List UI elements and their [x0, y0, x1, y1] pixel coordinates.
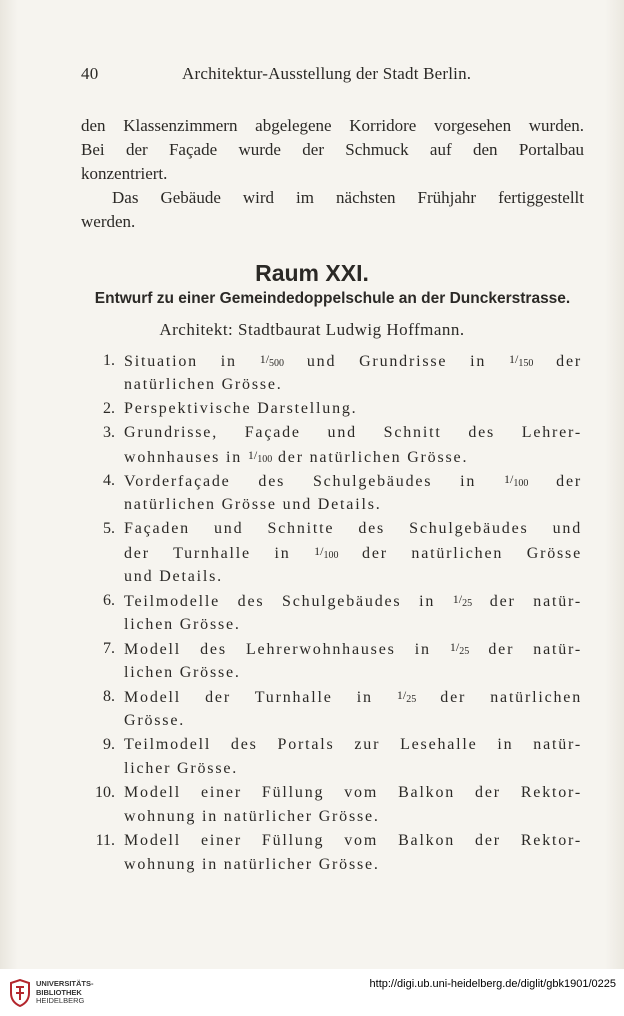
item-number: 4.	[103, 472, 115, 489]
item-line: lichen Grösse.	[124, 664, 241, 681]
item-number: 3.	[103, 424, 115, 441]
item-line: Grundrisse, Façade und Schnitt des Lehrer-	[124, 424, 582, 441]
item-line: der Turnhalle in $1/_{100}$ der natürlichen Grösse	[124, 544, 582, 562]
item-number: 11.	[95, 832, 115, 849]
item-number: 9.	[103, 736, 115, 753]
item-line: Façaden und Schnitte des Schulgebäudes und	[124, 520, 582, 537]
item-line: Teilmodell des Portals zur Lesehalle in natür-	[124, 736, 582, 753]
section-subtitle: Entwurf zu einer Gemeindedoppelschule an der Dunckerstrasse.	[94, 290, 571, 307]
running-title: Architektur-Ausstellung der Stadt Berlin.	[182, 64, 472, 83]
item-number: 5.	[103, 520, 115, 537]
section-title: Raum XXI.	[255, 260, 369, 286]
intro-line-4: Das Gebäude wird im nächsten Frühjahr fertiggestellt	[112, 188, 584, 207]
item-line: Vorderfaçade des Schulgebäudes in $1/_{100}$ der	[124, 472, 582, 490]
intro-line-3: konzentriert.	[81, 164, 168, 183]
item-line: natürlichen Grösse.	[124, 376, 283, 393]
architect-line: Architekt: Stadtbaurat Ludwig Hoffmann.	[159, 320, 465, 339]
item-line: Modell einer Füllung vom Balkon der Rektor-	[124, 784, 582, 801]
source-url-link[interactable]: http://digi.ub.uni-heidelberg.de/diglit/gbk1901/0225	[369, 978, 616, 990]
item-number: 10.	[95, 784, 115, 801]
item-number: 2.	[103, 400, 115, 417]
item-line: natürlichen Grösse und Details.	[124, 496, 382, 513]
item-line: wohnung in natürlicher Grösse.	[124, 856, 380, 873]
library-logo-icon	[8, 979, 32, 1007]
intro-line-1: den Klassenzimmern abgelegene Korridore vorgesehen wurden.	[81, 116, 584, 135]
item-number: 6.	[103, 592, 115, 609]
item-line: Modell des Lehrerwohnhauses in $1/_{25}$ der natür-	[124, 640, 582, 658]
item-number: 8.	[103, 688, 115, 705]
item-line: wohnhauses in $1/_{100}$ der natürlichen Grösse.	[124, 448, 469, 466]
item-line: Modell der Turnhalle in $1/_{25}$ der natürlichen	[124, 688, 583, 706]
intro-line-5: werden.	[81, 212, 136, 231]
item-line: Grösse.	[124, 712, 186, 729]
item-number: 7.	[103, 640, 115, 657]
running-header	[81, 64, 584, 90]
item-line: wohnung in natürlicher Grösse.	[124, 808, 380, 825]
item-line: Teilmodelle des Schulgebäudes in $1/_{25}$ der natür-	[124, 592, 582, 610]
library-name: UNIVERSITÄTS- BIBLIOTHEK HEIDELBERG	[36, 979, 94, 1005]
item-line: Modell einer Füllung vom Balkon der Rektor-	[124, 832, 582, 849]
item-line: Perspektivische Darstellung.	[124, 400, 358, 417]
page-number: 40	[81, 64, 99, 83]
item-line: lichen Grösse.	[124, 616, 241, 633]
item-line: licher Grösse.	[124, 760, 239, 777]
item-line: und Details.	[124, 568, 223, 585]
intro-line-2: Bei der Façade wurde der Schmuck auf den Portalbau	[81, 140, 584, 159]
digitization-footer	[0, 969, 624, 1016]
item-line: Situation in $1/_{500}$ und Grundrisse in $1/_{150}$ der	[124, 352, 582, 370]
item-number: 1.	[103, 352, 115, 369]
